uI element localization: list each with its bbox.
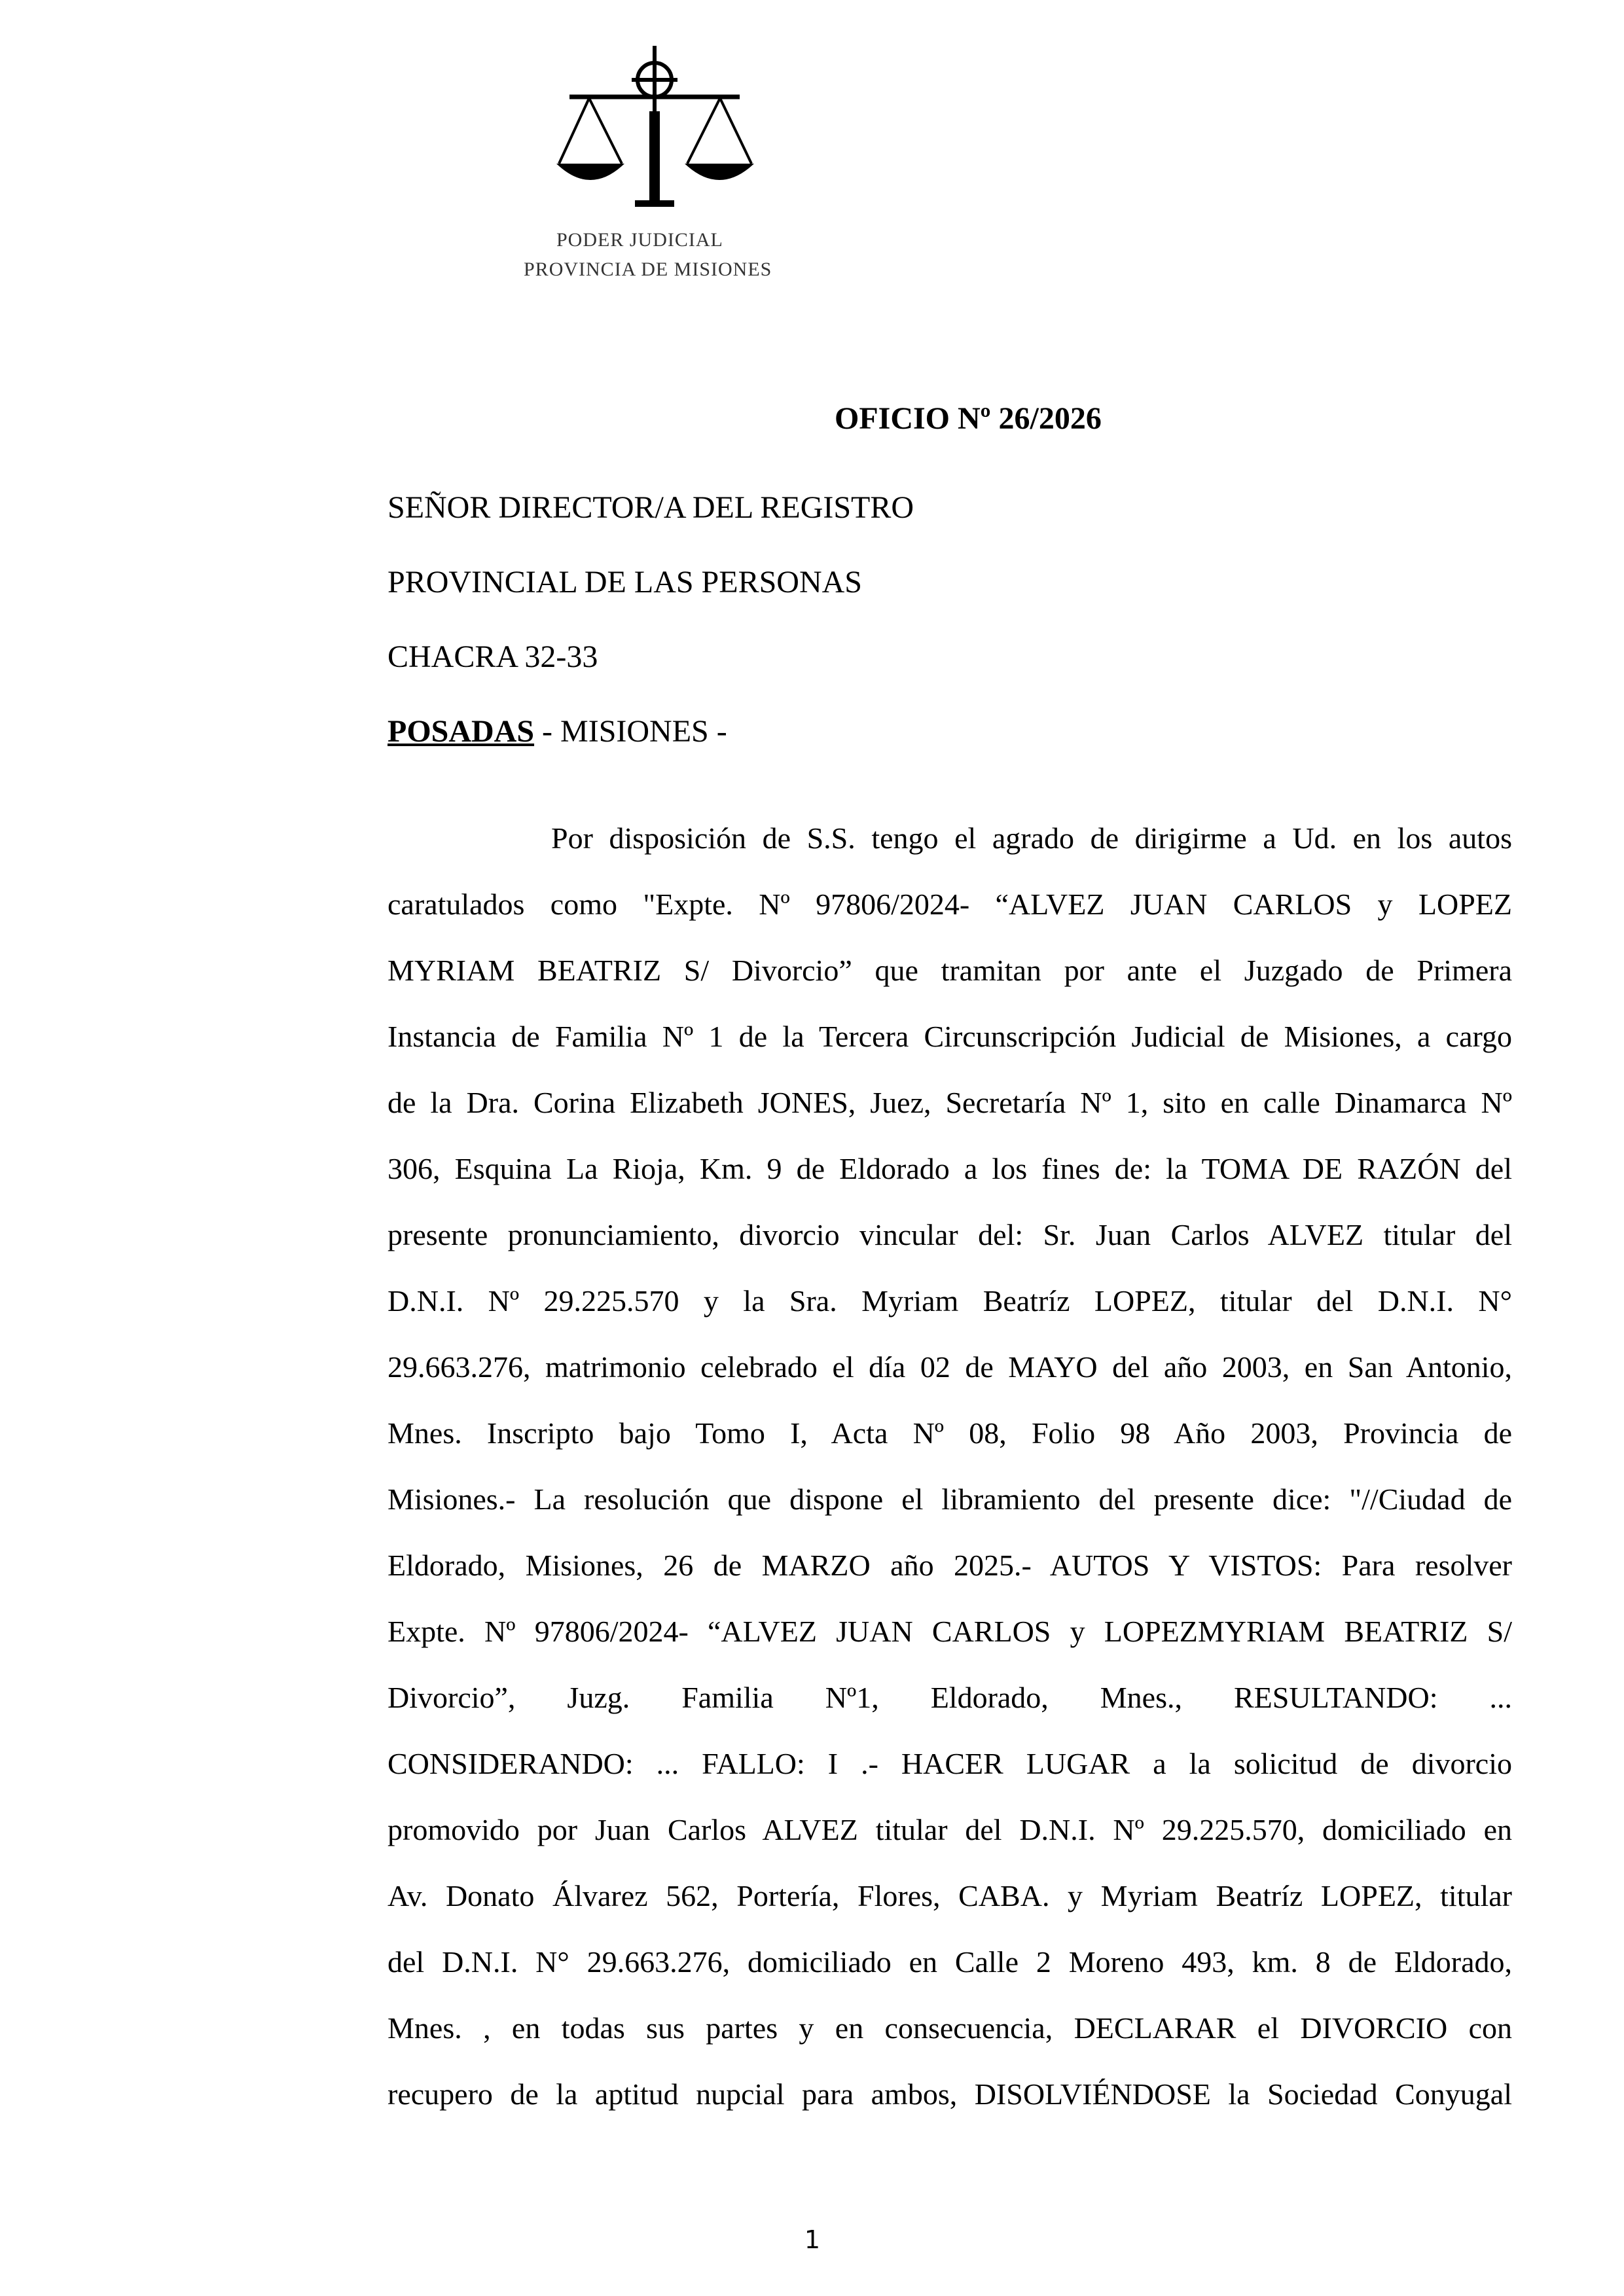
body-line: presente pronunciamiento, divorcio vincular del: Sr. Juan Carlos ALVEZ titular del [388,1218,1512,1251]
court-logo [511,39,799,288]
body-line: 306, Esquina La Rioja, Km. 9 de Eldorado a los fines de: la TOMA DE RAZÓN del [388,1152,1512,1185]
logo-text-provincia: PROVINCIA DE MISIONES [524,259,772,280]
body-line: recupero de la aptitud nupcial para ambos, DISOLVIÉNDOSE la Sociedad Conyugal [388,2077,1512,2111]
recipient-city-line [388,713,727,749]
recipient-line-3: CHACRA 32-33 [388,639,598,674]
recipient-line-1: SEÑOR DIRECTOR/A DEL REGISTRO [388,490,914,525]
body-line: Mnes. Inscripto bajo Tomo I, Acta Nº 08, Folio 98 Año 2003, Provincia de [388,1416,1512,1450]
body-line: CONSIDERANDO: ... FALLO: I .- HACER LUGAR a la solicitud de divorcio [388,1747,1512,1780]
page-number: 1 [804,2225,821,2254]
body-paragraph [388,805,1512,2127]
body-line: Expte. Nº 97806/2024- “ALVEZ JUAN CARLOS y LOPEZMYRIAM BEATRIZ S/ [388,1615,1512,1648]
body-line: Instancia de Familia Nº 1 de la Tercera Circunscripción Judicial de Misiones, a cargo [388,1020,1512,1053]
body-line: del D.N.I. N° 29.663.276, domiciliado en Calle 2 Moreno 493, km. 8 de Eldorado, [388,1945,1512,1979]
body-line: caratulados como "Expte. Nº 97806/2024- “ALVEZ JUAN CARLOS y LOPEZ [388,888,1512,921]
body-line: Mnes. , en todas sus partes y en consecuencia, DECLARAR el DIVORCIO con [388,2011,1512,2045]
logo-text-poder-judicial: PODER JUDICIAL [556,229,723,251]
recipient-province: - MISIONES - [534,714,727,749]
body-line: 29.663.276, matrimonio celebrado el día 02 de MAYO del año 2003, en San Antonio, [388,1350,1512,1384]
body-line: D.N.I. Nº 29.225.570 y la Sra. Myriam Beatríz LOPEZ, titular del D.N.I. N° [388,1284,1512,1318]
oficio-number: OFICIO Nº 26/2026 [835,401,1102,436]
scales-of-justice-icon [550,39,759,236]
body-line: MYRIAM BEATRIZ S/ Divorcio” que tramitan por ante el Juzgado de Primera [388,954,1512,987]
body-line: Por disposición de S.S. tengo el agrado de dirigirme a Ud. en los autos [551,821,1512,855]
recipient-line-2: PROVINCIAL DE LAS PERSONAS [388,565,862,600]
body-line: Av. Donato Álvarez 562, Portería, Flores, CABA. y Myriam Beatríz LOPEZ, titular [388,1879,1512,1912]
body-line: promovido por Juan Carlos ALVEZ titular del D.N.I. Nº 29.225.570, domiciliado en [388,1813,1512,1846]
body-line: de la Dra. Corina Elizabeth JONES, Juez, Secretaría Nº 1, sito en calle Dinamarca Nº [388,1086,1512,1119]
body-line: Misiones.- La resolución que dispone el libramiento del presente dice: "//Ciudad de [388,1482,1512,1516]
body-line: Eldorado, Misiones, 26 de MARZO año 2025.- AUTOS Y VISTOS: Para resolver [388,1549,1512,1582]
body-line: Divorcio”, Juzg. Familia Nº1, Eldorado, Mnes., RESULTANDO: ... [388,1681,1512,1714]
recipient-city: POSADAS [388,714,535,749]
